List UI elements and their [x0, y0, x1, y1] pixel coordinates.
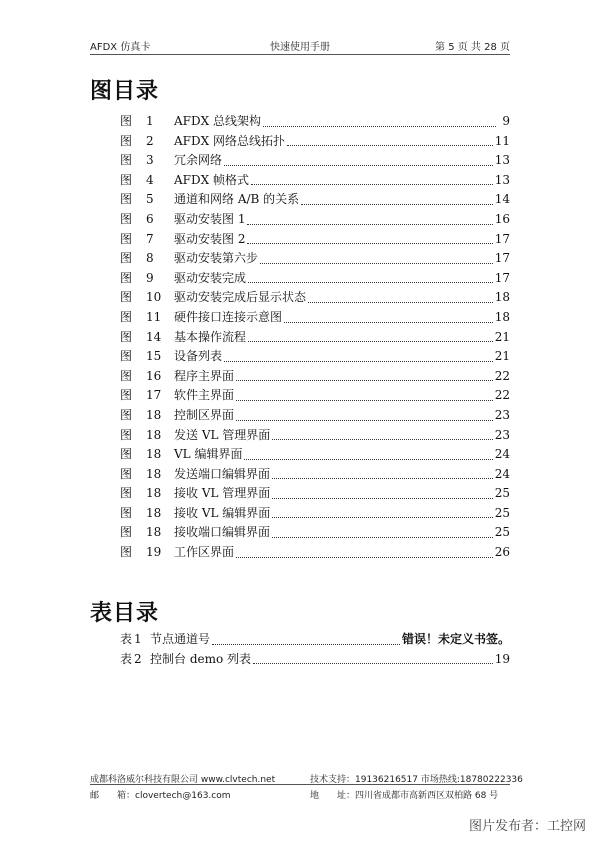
entry-number: 18	[146, 427, 162, 442]
toc-entry[interactable]	[120, 426, 510, 446]
entry-title: 冗余网络	[174, 153, 223, 168]
header-product: AFDX 仿真卡	[90, 42, 151, 53]
entry-number: 6	[146, 211, 154, 226]
table-index-list	[120, 630, 510, 669]
entry-title: AFDX 帧格式	[174, 172, 249, 187]
toc-entry[interactable]	[120, 650, 510, 670]
entry-number: 17	[146, 388, 162, 403]
toc-entry[interactable]	[120, 308, 510, 328]
entry-number: 8	[146, 251, 154, 266]
dot-leader	[284, 321, 493, 323]
entry-page: 9	[502, 114, 510, 128]
toc-entry[interactable]	[120, 406, 510, 426]
dot-leader	[253, 662, 493, 664]
dot-leader	[244, 458, 492, 460]
entry-title: 接收端口编辑界面	[174, 525, 271, 540]
entry-label: 图	[120, 505, 133, 520]
entry-title: AFDX 网络总线拓扑	[174, 133, 285, 148]
entry-number: 18	[146, 505, 162, 520]
entry-page: 17	[494, 231, 510, 246]
entry-number: 4	[146, 172, 154, 187]
entry-title: 驱动安装第六步	[174, 251, 259, 266]
footer-row-2	[90, 788, 510, 802]
dot-leader	[236, 379, 493, 381]
page-header	[90, 38, 510, 54]
entry-page: 19	[494, 651, 510, 666]
entry-title: 设备列表	[174, 349, 223, 364]
toc-entry[interactable]	[120, 484, 510, 504]
entry-number: 18	[146, 525, 162, 540]
dot-leader	[236, 399, 493, 401]
entry-label: 图	[120, 466, 133, 481]
entry-number: 2	[134, 651, 142, 666]
dot-leader	[212, 643, 400, 645]
entry-number: 5	[146, 192, 154, 207]
entry-label: 图	[120, 349, 133, 364]
dot-leader	[224, 164, 493, 166]
entry-title: 驱动安装完成	[174, 270, 247, 285]
entry-page: 17	[494, 251, 510, 266]
toc-entry[interactable]	[120, 112, 510, 132]
entry-label: 图	[120, 388, 133, 403]
entry-page: 18	[494, 290, 510, 305]
toc-entry[interactable]	[120, 230, 510, 250]
footer-support: 技术支持：19136216517 市场热线:18780222336	[310, 775, 523, 785]
dot-leader	[251, 183, 493, 185]
entry-title: 驱动安装图 1	[174, 211, 246, 226]
entry-page: 23	[494, 427, 510, 442]
figure-index-list	[120, 112, 510, 563]
entry-page: 25	[494, 486, 510, 501]
entry-number: 2	[146, 133, 154, 148]
toc-entry[interactable]	[120, 269, 510, 289]
dot-leader	[247, 223, 492, 225]
entry-title: 控制区界面	[174, 407, 235, 422]
entry-label: 图	[120, 329, 133, 344]
entry-label: 图	[120, 192, 133, 207]
entry-title: 硬件接口连接示意图	[174, 309, 283, 324]
entry-title: 驱动安装完成后显示状态	[174, 290, 307, 305]
dot-leader	[308, 301, 493, 303]
entry-label: 图	[120, 251, 133, 266]
entry-page: 21	[494, 349, 510, 364]
header-divider	[90, 54, 510, 55]
dot-leader	[247, 242, 492, 244]
entry-page: 22	[494, 388, 510, 403]
dot-leader	[272, 438, 492, 440]
dot-leader	[287, 144, 493, 146]
entry-label: 图	[120, 486, 133, 501]
entry-label: 表	[120, 632, 133, 646]
entry-label: 图	[120, 133, 133, 148]
entry-number: 3	[146, 153, 154, 168]
dot-leader	[236, 556, 493, 558]
entry-title: 控制台 demo 列表	[150, 651, 252, 666]
toc-entry[interactable]	[120, 249, 510, 269]
dot-leader	[263, 125, 496, 127]
entry-number: 18	[146, 466, 162, 481]
entry-label: 图	[120, 211, 133, 226]
toc-entry[interactable]	[120, 367, 510, 387]
dot-leader	[248, 340, 493, 342]
entry-page: 14	[494, 192, 510, 207]
entry-label: 图	[120, 114, 133, 128]
entry-label: 图	[120, 525, 133, 540]
header-manual-title: 快速使用手册	[270, 42, 330, 53]
entry-title: 程序主界面	[174, 368, 235, 383]
entry-page: 25	[494, 505, 510, 520]
toc-entry[interactable]	[120, 523, 510, 543]
toc-entry[interactable]	[120, 132, 510, 152]
entry-number: 18	[146, 407, 162, 422]
entry-title: 节点通道号	[150, 632, 211, 646]
entry-number: 11	[146, 309, 162, 324]
dot-leader	[301, 203, 493, 205]
entry-title: VL 编辑界面	[174, 447, 243, 462]
toc-entry[interactable]	[120, 465, 510, 485]
footer-email: 邮 箱：clovertech@163.com	[90, 791, 231, 801]
entry-title: 基本操作流程	[174, 329, 247, 344]
entry-title: 接收 VL 编辑界面	[174, 505, 271, 520]
entry-number: 18	[146, 486, 162, 501]
entry-title: 通道和网络 A/B 的关系	[174, 192, 300, 207]
entry-number: 19	[146, 545, 162, 560]
toc-entry[interactable]	[120, 543, 510, 563]
entry-label: 图	[120, 270, 133, 285]
entry-number: 18	[146, 447, 162, 462]
dot-leader	[224, 360, 493, 362]
toc-entry[interactable]	[120, 328, 510, 348]
entry-page: 13	[494, 153, 510, 168]
footer-company: 成都科洛威尔科技有限公司 www.clvtech.net	[90, 775, 276, 785]
entry-label: 图	[120, 172, 133, 187]
toc-entry[interactable]	[120, 288, 510, 308]
toc-entry[interactable]	[120, 210, 510, 230]
watermark: 图片发布者：工控网	[468, 819, 586, 834]
entry-label: 图	[120, 545, 133, 560]
entry-label: 表	[120, 651, 133, 666]
entry-page: 11	[494, 133, 510, 148]
entry-number: 10	[146, 290, 162, 305]
entry-number: 14	[146, 329, 162, 344]
entry-number: 16	[146, 368, 162, 383]
entry-number: 1	[146, 114, 154, 128]
toc-entry[interactable]	[120, 504, 510, 524]
entry-title: 工作区界面	[174, 545, 235, 560]
entry-page: 24	[494, 447, 510, 462]
entry-title: AFDX 总线架构	[174, 114, 261, 128]
entry-page: 21	[494, 329, 510, 344]
table-index-title: 表目录	[90, 601, 160, 626]
entry-page: 23	[494, 407, 510, 422]
entry-number: 15	[146, 349, 162, 364]
entry-label: 图	[120, 309, 133, 324]
toc-entry[interactable]	[120, 151, 510, 171]
toc-entry[interactable]	[120, 171, 510, 191]
dot-leader	[260, 262, 493, 264]
entry-number: 9	[146, 270, 154, 285]
dot-leader	[272, 536, 493, 538]
toc-entry[interactable]	[120, 386, 510, 406]
entry-page: 17	[494, 270, 510, 285]
entry-page: 24	[494, 466, 510, 481]
entry-page: 16	[494, 211, 510, 226]
entry-label: 图	[120, 447, 133, 462]
toc-entry[interactable]	[120, 190, 510, 210]
entry-title: 软件主界面	[174, 388, 235, 403]
header-page-number: 第 5 页 共 28 页	[435, 42, 510, 53]
entry-page: 25	[494, 525, 510, 540]
entry-page: 18	[494, 309, 510, 324]
entry-page: 26	[494, 545, 510, 560]
footer-address: 地 址：四川省成都市高新西区双柏路 68 号	[310, 791, 499, 801]
dot-leader	[272, 497, 492, 499]
toc-entry[interactable]	[120, 630, 510, 650]
entry-page: 22	[494, 368, 510, 383]
entry-title: 发送端口编辑界面	[174, 466, 271, 481]
entry-page: 错误！未定义书签。	[401, 632, 510, 646]
entry-label: 图	[120, 153, 133, 168]
entry-label: 图	[120, 290, 133, 305]
toc-entry[interactable]	[120, 445, 510, 465]
dot-leader	[236, 419, 493, 421]
entry-title: 驱动安装图 2	[174, 231, 246, 246]
dot-leader	[248, 281, 493, 283]
dot-leader	[272, 477, 493, 479]
entry-label: 图	[120, 368, 133, 383]
entry-number: 1	[134, 632, 142, 646]
figure-index-title: 图目录	[90, 79, 160, 104]
entry-page: 13	[494, 172, 510, 187]
footer-divider	[90, 784, 510, 785]
toc-entry[interactable]	[120, 347, 510, 367]
dot-leader	[272, 516, 492, 518]
entry-label: 图	[120, 427, 133, 442]
entry-label: 图	[120, 407, 133, 422]
entry-title: 接收 VL 管理界面	[174, 486, 271, 501]
entry-number: 7	[146, 231, 154, 246]
entry-label: 图	[120, 231, 133, 246]
entry-title: 发送 VL 管理界面	[174, 427, 271, 442]
